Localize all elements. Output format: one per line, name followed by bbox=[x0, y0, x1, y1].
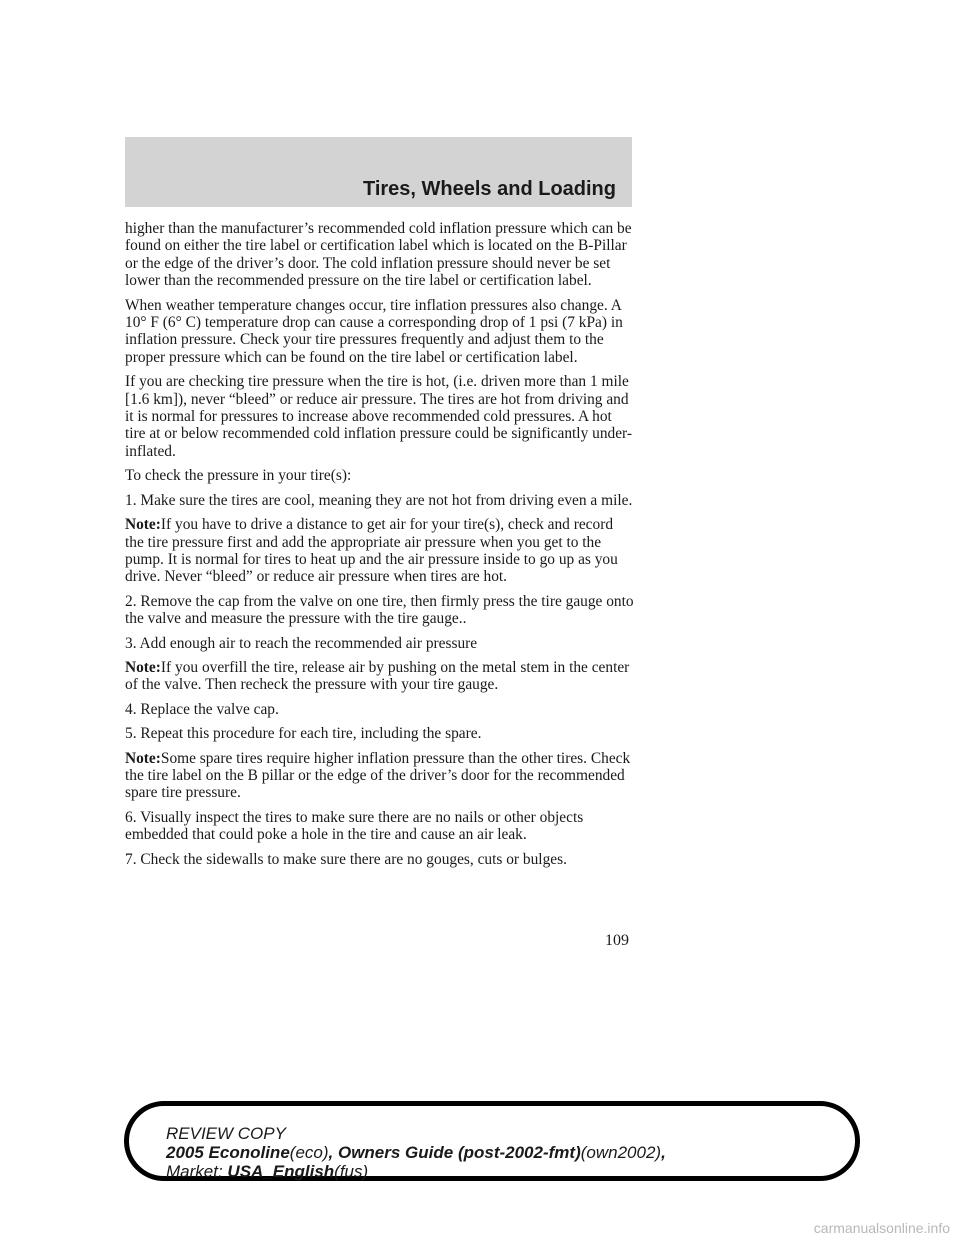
document-info bbox=[166, 1143, 666, 1162]
body-text bbox=[125, 220, 635, 875]
note-label: Note: bbox=[125, 658, 161, 676]
paragraph: If you are checking tire pressure when the tire is hot, (i.e. driven more than 1 mile [1.6 km]), never “bleed” or reduce air pressure. The tires are hot from driving and it is normal for pressures to increase above recommended cold pressures. A hot tire at or below recommended cold inflation pressure could be significantly under-inflated. bbox=[125, 373, 632, 460]
market-info bbox=[166, 1162, 666, 1181]
step-1: 1. Make sure the tires are cool, meaning they are not hot from driving even a mile. bbox=[125, 491, 633, 509]
step-2: 2. Remove the cap from the valve on one tire, then firmly press the tire gauge onto the valve and measure the pressure with the tire gauge.. bbox=[125, 592, 634, 628]
separator: , bbox=[328, 1143, 338, 1162]
market-label: Market: bbox=[166, 1162, 223, 1181]
paragraph: To check the pressure in your tire(s): bbox=[125, 467, 352, 485]
paragraph: higher than the manufacturer’s recommended cold inflation pressure which can be found on either the tire label or certification label which is located on the B-Pillar or the edge of the driver’s door. The cold inflation pressure should never be set lower than the recommended pressure on the tire label or certification label. bbox=[125, 220, 632, 290]
guide-code: (own2002) bbox=[580, 1143, 662, 1162]
note-text: Some spare tires require higher inflation pressure than the other tires. Check the tire label on the B pillar or the edge of the driver’s door for the recommended spare tire pressure. bbox=[125, 749, 631, 802]
watermark: carmanualsonline.info bbox=[813, 1220, 950, 1236]
note-text: If you have to drive a distance to get air for your tire(s), check and record the tire pressure first and add the appropriate air pressure when you get to the pump. It is normal for tires to heat up and the air pressure inside to go up as you drive. Never “bleed” or reduce air pressure when tires are hot. bbox=[125, 516, 618, 586]
guide-name: Owners Guide (post-2002-fmt) bbox=[337, 1143, 581, 1162]
review-copy-text bbox=[166, 1124, 666, 1181]
model-name: 2005 Econoline bbox=[166, 1143, 290, 1162]
market-name: USA_English bbox=[227, 1162, 335, 1181]
step-6: 6. Visually inspect the tires to make sure there are no nails or other objects embedded that could poke a hole in the tire and cause an air leak. bbox=[125, 808, 584, 844]
step-3: 3. Add enough air to reach the recommended air pressure bbox=[125, 634, 478, 652]
page-number: 109 bbox=[605, 932, 629, 949]
review-label: REVIEW COPY bbox=[166, 1124, 286, 1143]
step-4: 4. Replace the valve cap. bbox=[125, 700, 279, 718]
note-paragraph bbox=[125, 516, 635, 586]
separator: , bbox=[661, 1143, 666, 1162]
section-header-band bbox=[125, 137, 632, 207]
note-paragraph bbox=[125, 750, 635, 802]
paragraph: When weather temperature changes occur, tire inflation pressures also change. A 10° F (6° C) temperature drop can cause a corresponding drop of 1 psi (7 kPa) in inflation pressure. Check your tire pressures frequently and adjust them to the proper pressure which can be found on the tire label or certification label. bbox=[125, 296, 623, 366]
note-text: If you overfill the tire, release air by pushing on the metal stem in the center of the valve. Then recheck the pressure with your tire gauge. bbox=[125, 658, 630, 694]
step-5: 5. Repeat this procedure for each tire, including the spare. bbox=[125, 725, 482, 743]
note-paragraph bbox=[125, 659, 635, 694]
section-title: Tires, Wheels and Loading bbox=[362, 178, 616, 200]
step-7: 7. Check the sidewalls to make sure there are no gouges, cuts or bulges. bbox=[125, 850, 567, 868]
market-code: (fus) bbox=[334, 1162, 369, 1181]
note-label: Note: bbox=[125, 749, 161, 767]
model-code: (eco) bbox=[289, 1143, 329, 1162]
note-label: Note: bbox=[125, 516, 161, 534]
